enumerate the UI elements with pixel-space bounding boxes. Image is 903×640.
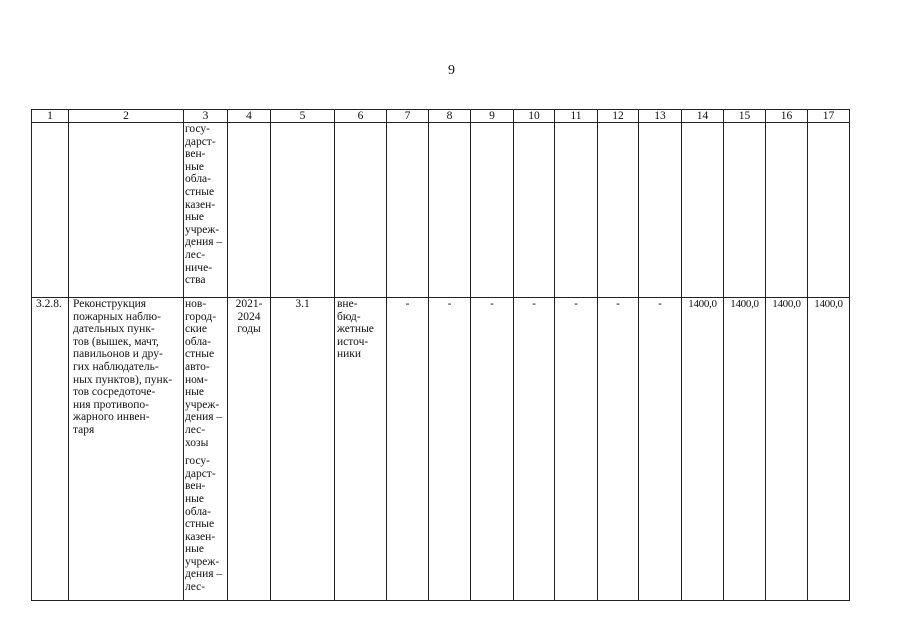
value-cell: 1400,0 xyxy=(724,298,766,601)
column-number-row xyxy=(32,110,850,123)
executor-line: ные xyxy=(185,160,204,173)
executor-block-state xyxy=(185,455,226,594)
column-header: 3 xyxy=(184,110,228,123)
source-line: источ- xyxy=(337,335,369,348)
executor-line: стные xyxy=(185,518,215,531)
executor-line: ские xyxy=(185,323,207,336)
name-line: гих наблюдатель- xyxy=(73,360,159,373)
executor-line: лес- xyxy=(185,423,206,436)
name-line: жарного инвен- xyxy=(73,411,150,424)
period-line: 2024 xyxy=(237,310,261,323)
executor-line: казен- xyxy=(185,198,216,211)
executor-line: обла- xyxy=(185,505,211,518)
column-header: 15 xyxy=(724,110,766,123)
executor-line: ные xyxy=(185,543,204,556)
executor-line: лес- xyxy=(185,248,206,261)
name-line: павильонов и дру- xyxy=(73,348,163,361)
column-header: 1 xyxy=(32,110,69,123)
name-line: дательных пунк- xyxy=(73,323,155,336)
executor-line: вен- xyxy=(185,480,206,493)
value-cell: 1400,0 xyxy=(766,298,808,601)
executor-line: ные xyxy=(185,386,204,399)
executor-cell xyxy=(184,298,228,601)
executor-line: обла- xyxy=(185,335,211,348)
value-cell: 1400,0 xyxy=(808,298,850,601)
executor-line: авто- xyxy=(185,360,210,373)
name-cell xyxy=(69,298,184,601)
column-header: 13 xyxy=(639,110,682,123)
table-row-3-2-8 xyxy=(32,298,850,601)
executor-line: госу- xyxy=(185,455,210,468)
executor-line: ные xyxy=(185,211,204,224)
column-header: 17 xyxy=(808,110,850,123)
executor-line: дения – xyxy=(185,568,223,581)
executor-line: госу- xyxy=(185,123,210,135)
value-cell: - xyxy=(598,298,639,601)
value-cell xyxy=(429,123,471,298)
executor-line: учреж- xyxy=(185,555,220,568)
executor-line: город- xyxy=(185,310,217,323)
name-cell xyxy=(69,123,184,298)
value-cell xyxy=(639,123,682,298)
indicator-cell: 3.1 xyxy=(271,298,335,601)
name-line: таря xyxy=(73,423,95,436)
executor-line: нов- xyxy=(185,298,207,310)
executor-cell xyxy=(184,123,228,298)
executor-line: дарст- xyxy=(185,467,216,480)
column-header: 10 xyxy=(514,110,555,123)
executor-line: ства xyxy=(185,274,206,287)
executor-line: обла- xyxy=(185,173,211,186)
executor-line: ные xyxy=(185,492,204,505)
name-line: тов (вышек, мачт, xyxy=(73,335,159,348)
period-line: годы xyxy=(237,323,261,336)
value-cell xyxy=(471,123,514,298)
value-cell xyxy=(555,123,598,298)
table-row-continuation xyxy=(32,123,850,298)
executor-line: ниче- xyxy=(185,261,213,274)
value-cell xyxy=(514,123,555,298)
column-header: 16 xyxy=(766,110,808,123)
column-header: 2 xyxy=(69,110,184,123)
value-cell: - xyxy=(387,298,429,601)
column-header: 5 xyxy=(271,110,335,123)
source-line: жетные xyxy=(337,323,374,336)
value-cell: - xyxy=(471,298,514,601)
program-activities-table xyxy=(31,109,850,601)
value-cell xyxy=(724,123,766,298)
executor-block-autonomous xyxy=(185,298,226,449)
value-cell: 1400,0 xyxy=(682,298,724,601)
value-cell xyxy=(598,123,639,298)
source-cell xyxy=(335,298,387,601)
value-cell: - xyxy=(639,298,682,601)
name-line: пожарных наблю- xyxy=(73,310,161,323)
value-cell xyxy=(387,123,429,298)
period-line: 2021- xyxy=(235,298,263,310)
value-cell xyxy=(766,123,808,298)
code-cell xyxy=(32,123,69,298)
column-header: 11 xyxy=(555,110,598,123)
code-cell: 3.2.8. xyxy=(32,298,69,601)
value-cell: - xyxy=(429,298,471,601)
executor-line: дарст- xyxy=(185,135,216,148)
executor-line: казен- xyxy=(185,530,216,543)
column-header: 8 xyxy=(429,110,471,123)
source-line: вне- xyxy=(337,298,358,310)
executor-line: учреж- xyxy=(185,223,220,236)
executor-line: учреж- xyxy=(185,398,220,411)
name-line: тов сосредоточе- xyxy=(73,386,156,399)
column-header: 9 xyxy=(471,110,514,123)
period-cell xyxy=(228,123,271,298)
column-header: 12 xyxy=(598,110,639,123)
executor-line: дения – xyxy=(185,236,223,249)
column-header: 14 xyxy=(682,110,724,123)
column-header: 6 xyxy=(335,110,387,123)
source-cell xyxy=(335,123,387,298)
executor-line: вен- xyxy=(185,148,206,161)
name-line: ния противопо- xyxy=(73,398,149,411)
source-line: бюд- xyxy=(337,310,361,323)
period-cell xyxy=(228,298,271,601)
value-cell: - xyxy=(514,298,555,601)
indicator-cell xyxy=(271,123,335,298)
value-cell xyxy=(808,123,850,298)
value-cell xyxy=(682,123,724,298)
source-line: ники xyxy=(337,348,362,361)
executor-line: лес- xyxy=(185,581,206,594)
value-cell: - xyxy=(555,298,598,601)
column-header: 7 xyxy=(387,110,429,123)
executor-line: ном- xyxy=(185,373,208,386)
page-number: 9 xyxy=(448,63,455,78)
name-line: ных пунктов), пунк- xyxy=(73,373,173,386)
executor-line: дения – xyxy=(185,411,223,424)
executor-line: хозы xyxy=(185,436,209,449)
executor-line: стные xyxy=(185,348,215,361)
column-header: 4 xyxy=(228,110,271,123)
executor-line: стные xyxy=(185,185,215,198)
name-line: Реконструкция xyxy=(73,298,147,310)
